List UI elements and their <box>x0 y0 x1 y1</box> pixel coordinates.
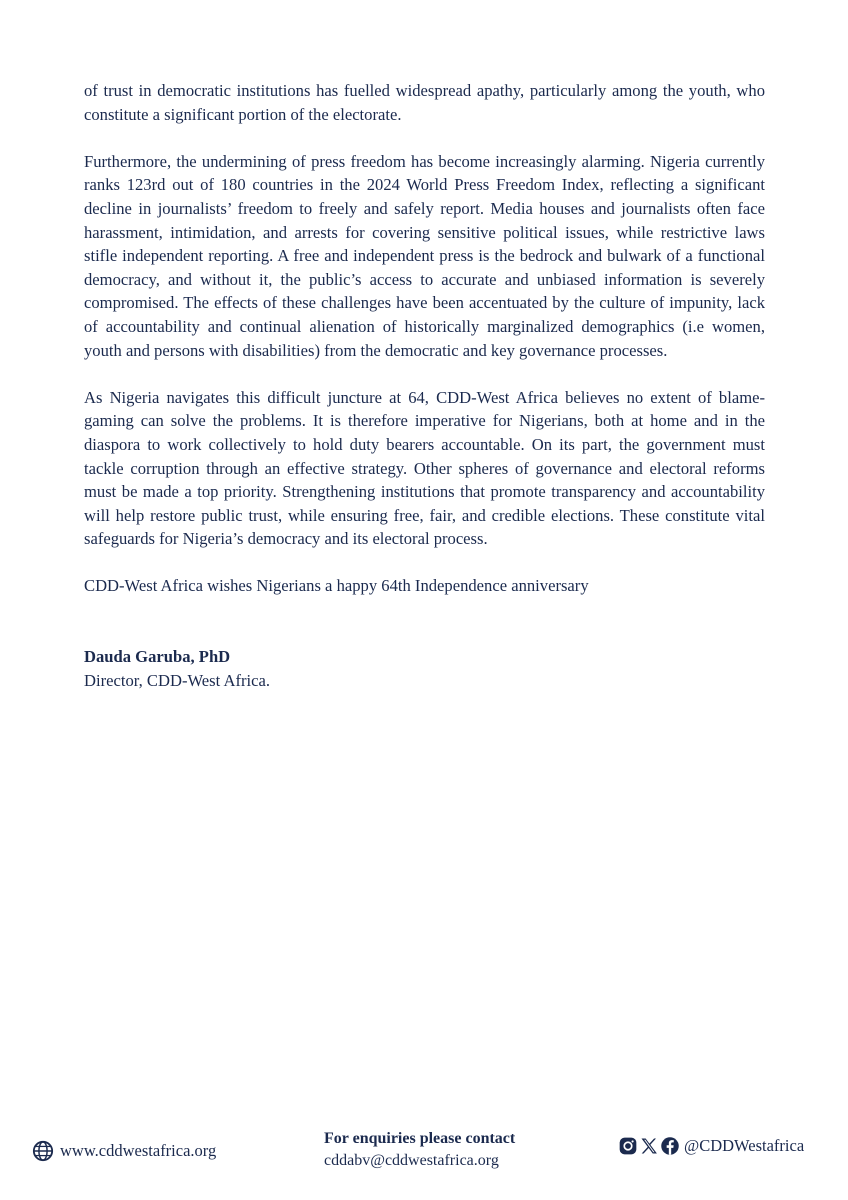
footer-contact <box>324 1128 524 1172</box>
page-footer <box>0 1126 848 1176</box>
facebook-icon[interactable] <box>660 1136 680 1156</box>
paragraph-trust: of trust in democratic institutions has fuelled widespread apathy, particularly among the youth, who constitute a significant portion of the electorate. <box>84 81 765 124</box>
signatory-name: Dauda Garuba, PhD <box>84 647 231 667</box>
signature-block <box>84 645 765 692</box>
x-icon[interactable] <box>639 1136 659 1156</box>
globe-icon <box>32 1140 54 1162</box>
footer-social <box>618 1136 804 1156</box>
social-handle[interactable]: @CDDWestafrica <box>684 1136 805 1155</box>
footer-website[interactable] <box>32 1140 216 1162</box>
paragraph-greeting: CDD-West Africa wishes Nigerians a happy 64th Independence anniversary <box>84 576 589 596</box>
document-body <box>84 79 765 692</box>
contact-email[interactable]: cddabv@cddwestafrica.org <box>324 1152 499 1169</box>
contact-label: For enquiries please contact <box>324 1130 516 1147</box>
instagram-icon[interactable] <box>618 1136 638 1156</box>
signatory-title: Director, CDD-West Africa. <box>84 670 270 690</box>
website-link[interactable]: www.cddwestafrica.org <box>60 1141 217 1160</box>
paragraph-recommendations: As Nigeria navigates this difficult juncture at 64, CDD-West Africa believes no extent of blame-gaming can solve the problems. It is therefore imperative for Nigerians, both at home and in the diaspora to work collectively to hold duty bearers accountable. On its part, the government must tackle corruption through an effective strategy. Other spheres of governance and electoral reforms must be made a top priority. Strengthening institutions that promote transparency and accountability will help restore public trust, while ensuring free, fair, and credible elections. These constitute vital safeguards for Nigeria’s democracy and its electoral process. <box>84 387 765 549</box>
paragraph-press-freedom: Furthermore, the undermining of press freedom has become increasingly alarming. Nigeria currently ranks 123rd out of 180 countries in the 2024 World Press Freedom Index, reflecting a significant decline in journalists’ freedom to freely and safely report. Media houses and journalists often face harassment, intimidation, and arrests for covering sensitive political issues, while restrictive laws stifle independent reporting. A free and independent press is the bedrock and bulwark of a functional democracy, and without it, the public’s access to accurate and unbiased information is severely compromised. The effects of these challenges have been accentuated by the culture of impunity, lack of accountability and continual alienation of historically marginalized demographics (i.e women, youth and persons with disabilities) from the democratic and key governance processes. <box>84 151 765 360</box>
